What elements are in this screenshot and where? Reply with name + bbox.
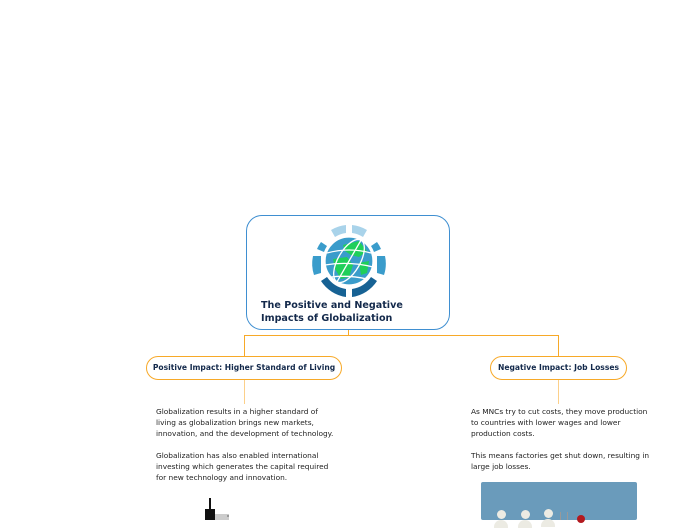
negative-impact-note[interactable] — [471, 406, 653, 483]
negative-impact-label: Negative Impact: Job Losses — [497, 363, 620, 372]
worker-figure — [495, 510, 507, 528]
negative-note-paragraph-1: As MNCs try to cut costs, they move production to countries with lower wages and lower production costs. — [471, 407, 648, 438]
positive-note-paragraph-1: Globalization results in a higher standard of living as globalization brings new markets, innovation, and the development of technology. — [156, 407, 334, 438]
central-topic-node[interactable] — [246, 215, 450, 330]
positive-note-paragraph-2: Globalization has also enabled international investing which generates the capital required for new technology and innovation. — [156, 451, 329, 482]
positive-impact-note[interactable] — [156, 406, 336, 494]
workers-image — [481, 482, 637, 520]
positive-impact-node[interactable] — [146, 356, 342, 380]
connector-negative-note — [558, 380, 559, 404]
connector-positive-note — [244, 380, 245, 404]
factory-chimney-image — [198, 496, 238, 520]
negative-note-paragraph-2: This means factories get shut down, resulting in large job losses. — [471, 451, 650, 471]
positive-impact-label: Positive Impact: Higher Standard of Living — [152, 363, 336, 372]
central-topic-title: The Positive and Negative Impacts of Globalization — [261, 300, 403, 324]
connector-to-negative — [558, 335, 559, 356]
worker-figure — [519, 510, 531, 528]
negative-impact-node[interactable] — [490, 356, 627, 380]
connector-horizontal — [244, 335, 559, 336]
worker-figure — [542, 509, 554, 527]
red-marker-icon — [577, 515, 585, 523]
tools-icon — [560, 512, 568, 520]
connector-to-positive — [244, 335, 245, 356]
globe-icon — [309, 221, 389, 301]
